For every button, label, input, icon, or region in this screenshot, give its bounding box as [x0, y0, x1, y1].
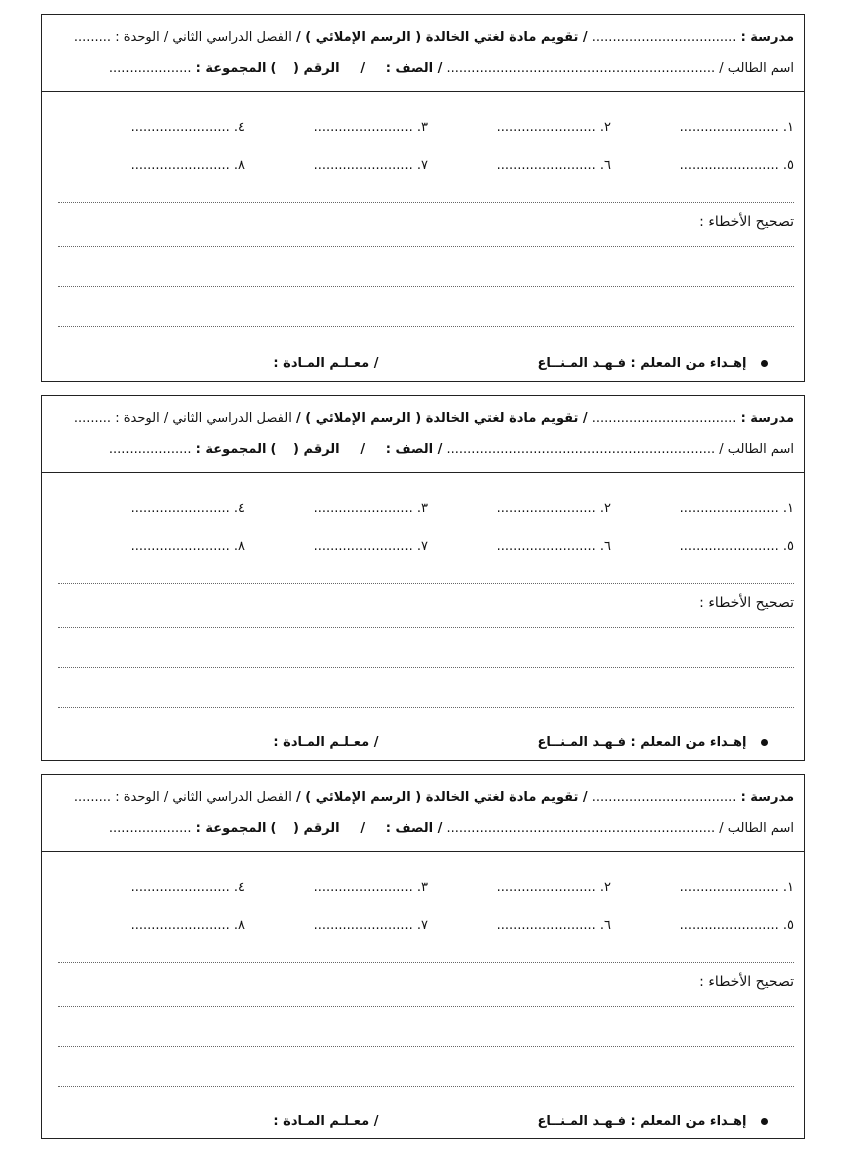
semester-text: الفصل الدراسي الثاني — [172, 30, 292, 45]
unit-label: / الوحدة : — [115, 790, 169, 805]
school-field[interactable]: ................................... — [591, 790, 737, 805]
unit-field[interactable]: ......... — [73, 30, 112, 45]
school-label: مدرسة : — [740, 790, 794, 805]
group-label: المجموعة : — [195, 61, 267, 76]
correction-line-2[interactable] — [58, 667, 794, 668]
item-3[interactable]: ٣. ........................ — [313, 880, 428, 895]
number-label: الرقم ( — [293, 61, 340, 76]
header-line-1 — [52, 790, 794, 805]
separator-dotted-line — [58, 583, 794, 584]
item-7[interactable]: ٧. ........................ — [313, 539, 428, 554]
card-footer — [62, 1114, 768, 1129]
correction-line-1[interactable] — [58, 246, 794, 247]
correction-label: تصحيح الأخطاء : — [699, 595, 794, 611]
correction-line-1[interactable] — [58, 627, 794, 628]
semester-text: الفصل الدراسي الثاني — [172, 790, 292, 805]
class-separator: / — [360, 821, 366, 836]
student-field[interactable]: ................................................................. — [446, 821, 716, 836]
items-row-2 — [62, 539, 794, 554]
subject-teacher-label: / معـلـم المـادة : — [273, 735, 379, 750]
worksheet-title: / تقويم مادة لغتي الخالدة ( الرسم الإملائي ) / — [295, 30, 588, 45]
worksheet-card-1 — [41, 14, 805, 382]
gift-label: إهـداء من المعلم : — [630, 735, 747, 750]
student-field[interactable]: ................................................................. — [446, 442, 716, 457]
items-row-1 — [62, 880, 794, 895]
class-separator: / — [360, 61, 366, 76]
class-label: / الصف : — [385, 442, 443, 457]
gift-label: إهـداء من المعلم : — [630, 1114, 747, 1129]
number-label: الرقم ( — [293, 821, 340, 836]
item-4[interactable]: ٤. ........................ — [130, 880, 245, 895]
worksheet-card-2 — [41, 395, 805, 761]
class-label: / الصف : — [385, 61, 443, 76]
items-row-2 — [62, 918, 794, 933]
item-2[interactable]: ٢. ........................ — [496, 501, 611, 516]
correction-line-3[interactable] — [58, 707, 794, 708]
number-label: الرقم ( — [293, 442, 340, 457]
item-2[interactable]: ٢. ........................ — [496, 880, 611, 895]
bullet-icon — [761, 739, 768, 746]
worksheet-title: / تقويم مادة لغتي الخالدة ( الرسم الإملائي ) / — [295, 790, 588, 805]
items-row-1 — [62, 120, 794, 135]
header-line-2 — [52, 821, 794, 836]
item-4[interactable]: ٤. ........................ — [130, 120, 245, 135]
correction-label: تصحيح الأخطاء : — [699, 214, 794, 230]
student-label: اسم الطالب / — [719, 821, 794, 836]
card-body — [42, 473, 804, 763]
group-field[interactable]: .................... — [108, 61, 192, 76]
semester-text: الفصل الدراسي الثاني — [172, 411, 292, 426]
item-7[interactable]: ٧. ........................ — [313, 918, 428, 933]
card-header — [42, 15, 804, 92]
header-line-2 — [52, 442, 794, 457]
subject-teacher-label: / معـلـم المـادة : — [273, 356, 379, 371]
number-close: ) — [270, 61, 277, 76]
card-footer — [62, 735, 768, 750]
group-field[interactable]: .................... — [108, 442, 192, 457]
student-label: اسم الطالب / — [719, 61, 794, 76]
unit-label: / الوحدة : — [115, 30, 169, 45]
correction-line-3[interactable] — [58, 326, 794, 327]
correction-line-3[interactable] — [58, 1086, 794, 1087]
card-body — [42, 92, 804, 382]
unit-label: / الوحدة : — [115, 411, 169, 426]
item-7[interactable]: ٧. ........................ — [313, 158, 428, 173]
item-3[interactable]: ٣. ........................ — [313, 501, 428, 516]
separator-dotted-line — [58, 962, 794, 963]
school-label: مدرسة : — [740, 30, 794, 45]
item-6[interactable]: ٦. ........................ — [496, 918, 611, 933]
number-close: ) — [270, 442, 277, 457]
item-1[interactable]: ١. ........................ — [679, 501, 794, 516]
student-label: اسم الطالب / — [719, 442, 794, 457]
gift-label: إهـداء من المعلم : — [630, 356, 747, 371]
teacher-name: فـهـد المـنــاع — [537, 1114, 626, 1129]
separator-dotted-line — [58, 202, 794, 203]
item-2[interactable]: ٢. ........................ — [496, 120, 611, 135]
item-1[interactable]: ١. ........................ — [679, 880, 794, 895]
card-footer — [62, 356, 768, 371]
item-5[interactable]: ٥. ........................ — [679, 158, 794, 173]
header-line-1 — [52, 411, 794, 426]
class-label: / الصف : — [385, 821, 443, 836]
school-label: مدرسة : — [740, 411, 794, 426]
worksheet-card-3 — [41, 774, 805, 1139]
item-1[interactable]: ١. ........................ — [679, 120, 794, 135]
correction-line-1[interactable] — [58, 1006, 794, 1007]
school-field[interactable]: ................................... — [591, 411, 737, 426]
item-4[interactable]: ٤. ........................ — [130, 501, 245, 516]
item-8[interactable]: ٨. ........................ — [130, 158, 245, 173]
class-separator: / — [360, 442, 366, 457]
item-8[interactable]: ٨. ........................ — [130, 539, 245, 554]
card-header — [42, 396, 804, 473]
student-field[interactable]: ................................................................. — [446, 61, 716, 76]
card-body — [42, 852, 804, 1142]
unit-field[interactable]: ......... — [73, 790, 112, 805]
item-3[interactable]: ٣. ........................ — [313, 120, 428, 135]
school-field[interactable]: ................................... — [591, 30, 737, 45]
item-6[interactable]: ٦. ........................ — [496, 158, 611, 173]
header-line-2 — [52, 61, 794, 76]
unit-field[interactable]: ......... — [73, 411, 112, 426]
group-field[interactable]: .................... — [108, 821, 192, 836]
teacher-name: فـهـد المـنــاع — [537, 735, 626, 750]
card-header — [42, 775, 804, 852]
subject-teacher-label: / معـلـم المـادة : — [273, 1114, 379, 1129]
teacher-name: فـهـد المـنــاع — [537, 356, 626, 371]
item-5[interactable]: ٥. ........................ — [679, 918, 794, 933]
bullet-icon — [761, 1118, 768, 1125]
items-row-2 — [62, 158, 794, 173]
correction-line-2[interactable] — [58, 286, 794, 287]
item-5[interactable]: ٥. ........................ — [679, 539, 794, 554]
number-close: ) — [270, 821, 277, 836]
worksheet-title: / تقويم مادة لغتي الخالدة ( الرسم الإملائي ) / — [295, 411, 588, 426]
item-6[interactable]: ٦. ........................ — [496, 539, 611, 554]
item-8[interactable]: ٨. ........................ — [130, 918, 245, 933]
bullet-icon — [761, 360, 768, 367]
header-line-1 — [52, 30, 794, 45]
items-row-1 — [62, 501, 794, 516]
correction-label: تصحيح الأخطاء : — [699, 974, 794, 990]
group-label: المجموعة : — [195, 821, 267, 836]
group-label: المجموعة : — [195, 442, 267, 457]
correction-line-2[interactable] — [58, 1046, 794, 1047]
